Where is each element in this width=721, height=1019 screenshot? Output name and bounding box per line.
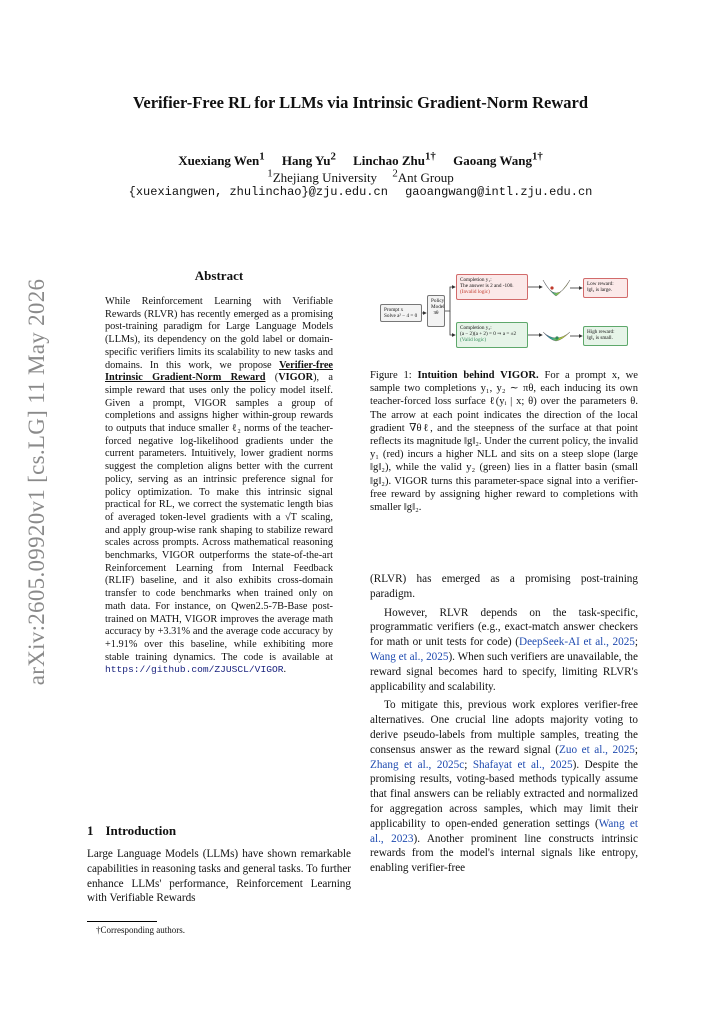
intro-paragraph: Large Language Models (LLMs) have shown remarkable capabilities in reasoning tasks and general tasks. To further enhance LLMs' performance, Reinforcement Learning with Verifiable Rewards xyxy=(87,848,352,905)
citation-link[interactable]: Wang et al., 2025 xyxy=(370,650,449,663)
citation-link[interactable]: Zhang et al., 2025c xyxy=(370,758,465,771)
policy-model-box: Policy Model πθ xyxy=(427,295,445,327)
citation-link[interactable]: DeepSeek-AI et al., 2025 xyxy=(519,636,635,649)
email[interactable]: {xuexiangwen, zhulinchao}@zju.edu.cn xyxy=(128,185,388,199)
prompt-box: Prompt x Solve a² − 4 = 0 xyxy=(380,304,422,322)
completion-valid-box: Completion y₂: (a − 2)(a + 2) = 0 ⇒ a = ±2 (Valid logic) xyxy=(456,322,528,348)
citation-link[interactable]: Wang et al., 2023 xyxy=(370,817,639,845)
affiliation: $^2$Ant Group xyxy=(392,168,454,186)
author: Hang Yu$^2$ xyxy=(281,151,336,169)
paragraph: However, RLVR depends on the task-specific, programmatic verifiers (e.g., exact-match answer checkers for math or unit tests for code) (DeepSeek-AI et al., 2025; Wang et al., 2025). When such verifiers are unavailable, the reward signal becomes hard to specify, limiting RLVR's applicability and scalability. xyxy=(370,606,638,693)
author-list xyxy=(0,151,721,169)
code-link[interactable]: https://github.com/ZJUSCL/VIGOR xyxy=(105,664,284,676)
footnote-rule xyxy=(87,921,157,922)
loss-surface-steep xyxy=(543,280,570,296)
paragraph: (RLVR) has emerged as a promising post-training paradigm. xyxy=(370,573,638,600)
figure-caption: Figure 1: Intuition behind VIGOR. For a prompt x, we sample two completions y₁, y₂ ∼ πθ, each inducing its own teacher-forced loss surface ℓ(yᵢ | x; θ) over the parameters θ. The arrow at each point indicates the direction of the local gradient ∇θℓ, and the steepness of the surface at that point reflects its magnitude ‖g‖₂. Under the current policy, the invalid y₁ (red) incurs a higher NLL and sits on a steep slope (large ‖g‖₂), while the valid y₂ (green) lies in a flatter basin (small ‖g‖₂). VIGOR turns this parameter-space signal into a verifier-free reward by assigning higher reward to completions with smaller ‖g‖₂. xyxy=(370,370,638,514)
author-emails xyxy=(0,185,721,199)
citation-link[interactable]: Shafayat et al., 2025 xyxy=(472,758,573,771)
author: Gaoang Wang$^{1\dagger}$ xyxy=(453,151,543,169)
figure-1 xyxy=(370,262,638,362)
completion-invalid-box: Completion y₁: The answer is 2 and -100. (Invalid logic) xyxy=(456,274,528,300)
method-acronym: VIGOR xyxy=(278,372,314,384)
arxiv-stamp-text: arXiv:2605.09920v1 [cs.LG] 11 May 2026 xyxy=(24,278,49,686)
citation-link[interactable]: Zuo et al., 2025 xyxy=(559,743,635,756)
email[interactable]: gaoangwang@intl.zju.edu.cn xyxy=(405,185,593,199)
author: Xuexiang Wen$^1$ xyxy=(178,151,265,169)
paragraph: To mitigate this, previous work explores verifier-free alternatives. One crucial line adopts majority voting to derive pseudo-labels from multiple samples, treating the consensus answer as the reward signal (Zuo et al., 2025; Zhang et al., 2025c; Shafayat et al., 2025). Despite the promising results, voting-based methods typically assume that final answers can be reliably extracted and normalized for aggregation across samples, which may limit their applicability to open-ended generation settings (Wang et al., 2023). Another prominent line constructs intrinsic rewards from the model's internal signals like entropy, enabling verifier-free xyxy=(370,699,639,875)
author: Linchao Zhu$^{1\dagger}$ xyxy=(353,151,436,169)
section-heading: 1 Introduction xyxy=(87,823,177,838)
method-name: Verifier-free Intrinsic Gradient-Norm Reward xyxy=(105,359,333,384)
abstract-body: While Reinforcement Learning with Verifiable Rewards (RLVR) has recently emerged as a promising post-training paradigm for Large Language Models (LLMs), its dependency on the gold label or domain-specific verifiers limits its scalability to new tasks and domains. In this work, we propose Verifier-free Intrinsic Gradient-Norm Reward (VIGOR), a simple reward that uses only the policy model itself. Given a prompt, VIGOR samples a group of completions and assigns higher within-group rewards to outputs that induce smaller ℓ₂ norms of the teacher-forced negative log-likelihood gradients under the current parameters. Intuitively, lower gradient norms suggest the completion aligns better with the current policy, serving as an intrinsic preference signal for policy optimization. To make this intrinsic signal practical for RL, we correct the systematic length bias of averaged token-level gradients with a √T scaling, and apply group-wise rank shaping to stabilize reward scales across prompts. Across mathematical reasoning benchmarks, VIGOR outperforms the state-of-the-art Reinforcement Learning from Internal Feedback (RLIF) baseline, and it also exhibits cross-domain transfer to code benchmarks when trained only on math data. For instance, on Qwen2.5-7B-Base post-trained on MATH, VIGOR improves the average math accuracy by +3.31% and the average code accuracy by +1.91% over this baseline, while exhibiting more stable training dynamics. The code is available at https://github.com/ZJUSCL/VIGOR. xyxy=(105,296,333,676)
high-reward-box: High reward: ‖g‖₂ is small. xyxy=(583,326,628,346)
affiliations xyxy=(0,168,721,186)
footnote: †Corresponding authors. xyxy=(96,925,185,935)
abstract-heading: Abstract xyxy=(194,268,244,283)
paper-title: Verifier-Free RL for LLMs via Intrinsic Gradient-Norm Reward xyxy=(132,93,589,112)
arxiv-side-stamp xyxy=(22,278,52,686)
affiliation: $^1$Zhejiang University xyxy=(267,168,378,186)
low-reward-box: Low reward: ‖g‖₂ is large. xyxy=(583,278,628,298)
right-column-text xyxy=(370,572,638,876)
